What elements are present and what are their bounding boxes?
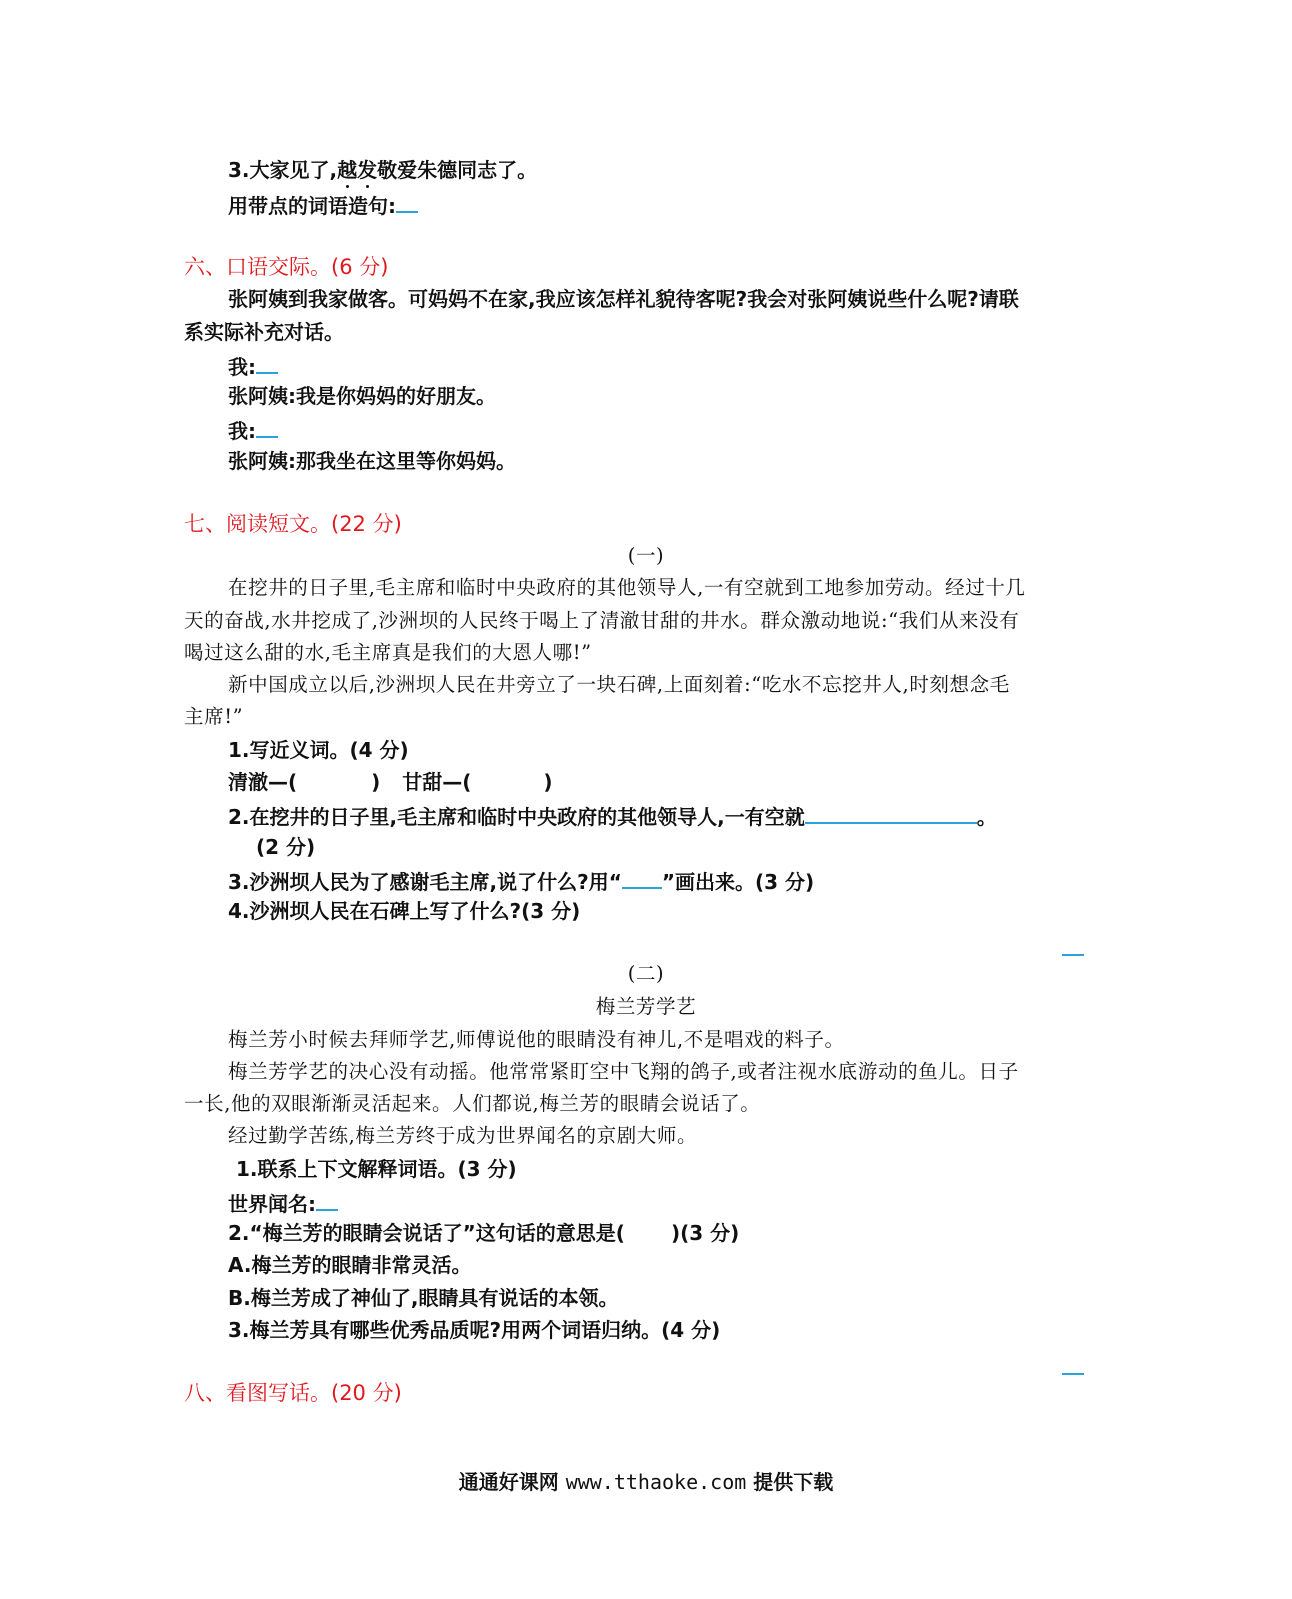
- passage-2-para1: 梅兰芳小时候去拜师学艺,师傅说他的眼睛没有神儿,不是唱戏的料子。: [228, 1028, 845, 1051]
- option-b[interactable]: B.梅兰芳成了神仙了,眼睛具有说话的本领。: [228, 1286, 619, 1310]
- sec6-prompt-line1: 张阿姨到我家做客。可妈妈不在家,我应该怎样礼貌待客呢?我会对张阿姨说些什么呢?请联: [228, 287, 1019, 311]
- passage-1-para2-line1: 新中国成立以后,沙洲坝人民在井旁立了一块石碑,上面刻着:“吃水不忘挖井人,时刻想念毛: [228, 673, 1010, 696]
- answer-blank[interactable]: [256, 416, 278, 438]
- answer-blank[interactable]: [316, 1189, 338, 1211]
- section-8-title: 八、看图写话。(20 分): [184, 1381, 402, 1405]
- section-6-title: 六、口语交际。(6 分): [184, 255, 389, 279]
- p1-question-1: 1.写近义词。(4 分): [228, 738, 409, 762]
- dotted-char: 越: [337, 158, 358, 182]
- p1-question-1-answers: 清澈—( ) 甘甜—( ): [228, 770, 553, 794]
- answer-line[interactable]: [1062, 1373, 1084, 1375]
- p1-question-4: 4.沙洲坝人民在石碑上写了什么?(3 分): [228, 899, 581, 923]
- section-7-title: 七、阅读短文。(22 分): [184, 512, 402, 536]
- passage-2-heading: (二): [627, 962, 665, 985]
- passage-1-heading: (一): [627, 544, 665, 567]
- dialog-me-2: 我:: [228, 416, 278, 443]
- footer-suffix: 提供下载: [753, 1470, 834, 1494]
- answer-blank[interactable]: [805, 802, 977, 824]
- option-a[interactable]: A.梅兰芳的眼睛非常灵活。: [228, 1253, 472, 1277]
- passage-1-para2-line2: 主席!”: [184, 705, 244, 728]
- p1-question-3: 3.沙洲坝人民为了感谢毛主席,说了什么?用“ ”画出来。(3 分): [228, 867, 814, 894]
- passage-2-title: 梅兰芳学艺: [595, 995, 697, 1018]
- passage-2-para2-line1: 梅兰芳学艺的决心没有动摇。他常常紧盯空中飞翔的鸽子,或者注视水底游动的鱼儿。日子: [228, 1060, 1019, 1083]
- page-footer: [0, 1466, 1292, 1495]
- dotted-char: 发: [357, 158, 378, 182]
- answer-blank[interactable]: [256, 352, 278, 374]
- passage-2-para3: 经过勤学苦练,梅兰芳终于成为世界闻名的京剧大师。: [228, 1124, 698, 1147]
- answer-blank[interactable]: [396, 191, 418, 213]
- passage-1-para1-line2: 天的奋战,水井挖成了,沙洲坝的人民终于喝上了清澈甘甜的井水。群众激动地说:“我们从来没有: [184, 609, 1020, 632]
- q3-instruction: 用带点的词语造句:: [228, 191, 418, 218]
- dialog-aunt-2: 张阿姨:那我坐在这里等你妈妈。: [228, 449, 516, 473]
- q3-number: 3.: [228, 158, 250, 182]
- p1-question-2-score: (2 分): [256, 835, 316, 859]
- footer-site: 通通好课网: [458, 1470, 559, 1494]
- underline-sample: [622, 867, 662, 889]
- footer-url[interactable]: www.tthaoke.com: [565, 1470, 747, 1494]
- q3-sentence: 3.大家见了,越发敬爱朱德同志了。: [228, 158, 538, 182]
- passage-1-para1-line3: 喝过这么甜的水,毛主席真是我们的大恩人哪!”: [184, 641, 592, 664]
- p1-question-2: 2.在挖井的日子里,毛主席和临时中央政府的其他领导人,一有空就 。: [228, 802, 997, 829]
- p2-question-1-word: 世界闻名:: [228, 1189, 338, 1216]
- passage-1-para1-line1: 在挖井的日子里,毛主席和临时中央政府的其他领导人,一有空就到工地参加劳动。经过十几: [228, 576, 1026, 599]
- passage-2-para2-line2: 一长,他的双眼渐渐灵活起来。人们都说,梅兰芳的眼睛会说话了。: [184, 1092, 761, 1115]
- dialog-me-1: 我:: [228, 352, 278, 379]
- p2-question-2: 2.“梅兰芳的眼睛会说话了”这句话的意思是( )(3 分): [228, 1221, 740, 1245]
- p2-question-3: 3.梅兰芳具有哪些优秀品质呢?用两个词语归纳。(4 分): [228, 1318, 721, 1342]
- sec6-prompt-line2: 系实际补充对话。: [184, 320, 344, 344]
- answer-line[interactable]: [1062, 954, 1084, 956]
- dialog-aunt-1: 张阿姨:我是你妈妈的好朋友。: [228, 384, 496, 408]
- p2-question-1: 1.联系上下文解释词语。(3 分): [236, 1157, 517, 1181]
